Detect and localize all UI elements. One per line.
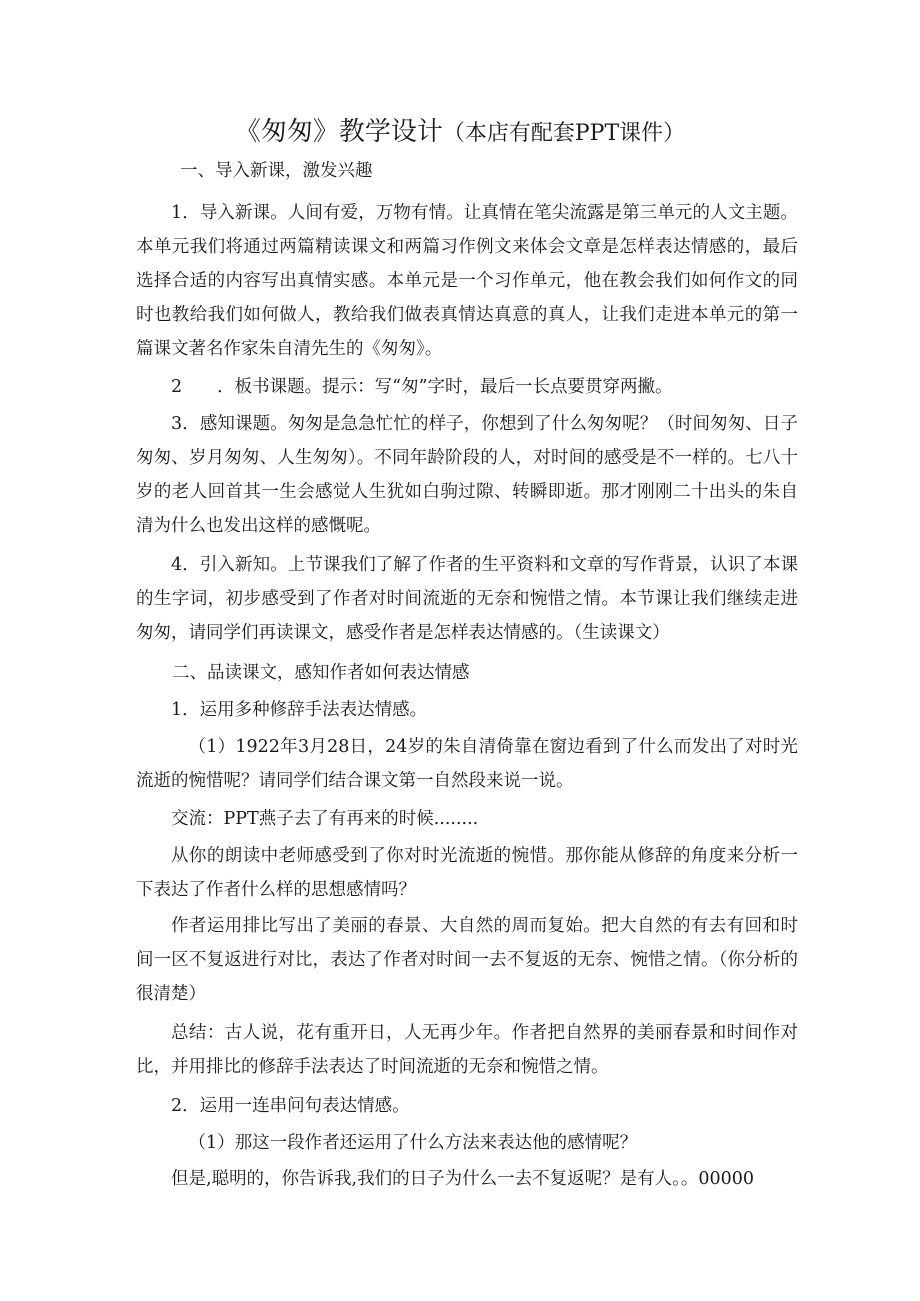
paragraph-intro: 1．导入新课。人间有爱，万物有情。让真情在笔尖流露是第三单元的人文主题。本单元我们将通过两篇精读课文和两篇习作例文来体会文章是怎样表达情感的，最后选择合适的内容写出真情实感。本单元是一个习作单元，他在教会我们如何作文的同时也教给我们如何做人，教给我们做表真情达真意的真人，让我们走进本单元的第一篇课文著名作家朱自清先生的《匆匆》。 [136, 203, 798, 359]
paragraph-quote: 但是,聪明的，你告诉我,我们的日子为什么一去不复返呢？是有人。。00000 [171, 1169, 755, 1189]
paragraph-author-analysis: 作者运用排比写出了美丽的春景、大自然的周而复始。把大自然的有去有回和时间一区不复返进行对比，表达了作者对时间一去不复返的无奈、惋惜之情。（你分析的很清楚） [136, 916, 798, 1004]
paragraph-summary: 总结：古人说，花有重开日，人无再少年。作者把自然界的美丽春景和时间作对比，并用排比的修辞手法表达了时间流逝的无奈和惋惜之情。 [136, 1023, 798, 1077]
paragraph-reading-feedback: 从你的朗读中老师感受到了你对时光流逝的惋惜。那你能从修辞的角度来分析一下表达了作者什么样的思想感情吗？ [136, 846, 798, 900]
paragraph-questions-method: 2．运用一连串问句表达情感。 [171, 1096, 410, 1116]
paragraph-perceive-title: 3．感知课题。匆匆是急急忙忙的样子，你想到了什么匆匆呢？（时间匆匆、日子匆匆、岁月匆匆、人生匆匆）。不同年龄阶段的人，对时间的感受是不一样的。七八十岁的老人回首其一生会感觉人生犹如白驹过隙、转瞬即逝。那才刚刚二十出头的朱自清为什么也发出这样的感慨呢。 [136, 414, 798, 536]
section-heading-2: 二、品读课文，感知作者如何表达情感 [172, 663, 470, 683]
paragraph-rhetoric: 1．运用多种修辞手法表达情感。 [171, 700, 428, 720]
paragraph-new-knowledge: 4．引入新知。上节课我们了解了作者的生平资料和文章的写作背景，认识了本课的生字词，初步感受到了作者对时间流逝的无奈和惋惜之情。本节课让我们继续走进匆匆，请同学们再读课文，感受作者是怎样表达情感的。（生读课文） [136, 555, 798, 643]
document-title [0, 112, 920, 154]
paragraph-question-1: （1）1922年3月28日，24岁的朱自清倚靠在窗边看到了什么而发出了对时光流逝的惋惜呢？请同学们结合课文第一自然段来说一说。 [136, 737, 798, 791]
paragraph-board-title: 2 ．板书课题。提示：写“匆”字时，最后一长点要贯穿两撇。 [171, 377, 673, 397]
paragraph-question-2: （1）那这一段作者还运用了什么方法来表达他的感情呢？ [188, 1133, 638, 1153]
title-sub: （本店有配套PPT课件） [442, 121, 686, 146]
paragraph-exchange: 交流：PPT燕子去了有再来的时候........ [171, 809, 479, 829]
title-main: 《匆匆》教学设计 [234, 117, 443, 147]
section-heading-1: 一、导入新课，激发兴趣 [180, 161, 373, 181]
